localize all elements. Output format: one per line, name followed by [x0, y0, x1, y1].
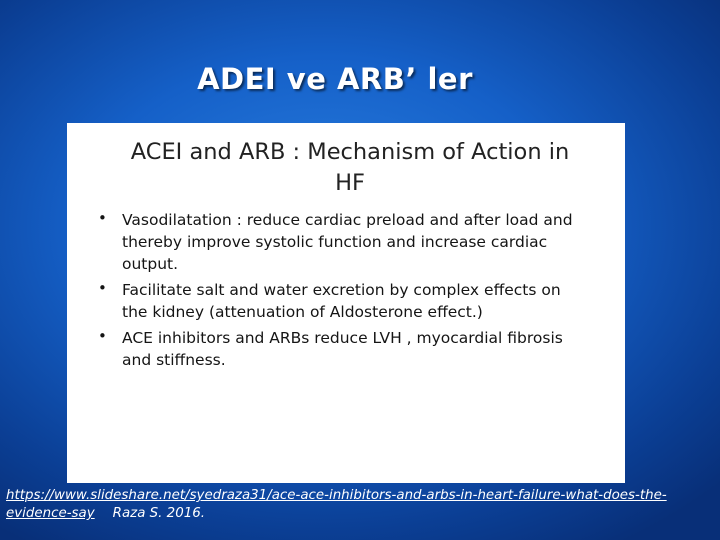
bullet-item: [95, 327, 585, 371]
slide-title: ADEI ve ARB’ ler: [197, 62, 473, 96]
bullet-dot: •: [98, 209, 107, 227]
content-image-panel: [67, 123, 625, 483]
bullet-dot: •: [98, 279, 107, 297]
source-link[interactable]: https://www.slideshare.net/syedraza31/ace-ace-inhibitors-and-arbs-in-heart-failure-what-does-the-evidence-say: [6, 488, 667, 521]
bullet-text: ACE inhibitors and ARBs reduce LVH , myocardial fibrosis and stiffness.: [122, 329, 563, 369]
bullet-text: Vasodilatation : reduce cardiac preload and after load and thereby improve systolic function and increase cardiac output.: [122, 211, 573, 273]
bullet-list: [95, 209, 585, 371]
panel-title: ACEI and ARB : Mechanism of Action in HF: [130, 139, 570, 196]
source-citation: Raza S. 2016.: [112, 506, 206, 521]
bullet-item: [95, 279, 585, 323]
bullet-text: Facilitate salt and water excretion by complex effects on the kidney (attenuation of Aldosterone effect.): [122, 281, 561, 321]
source-reference: [6, 487, 716, 523]
bullet-dot: •: [98, 327, 107, 345]
bullet-item: [95, 209, 585, 275]
